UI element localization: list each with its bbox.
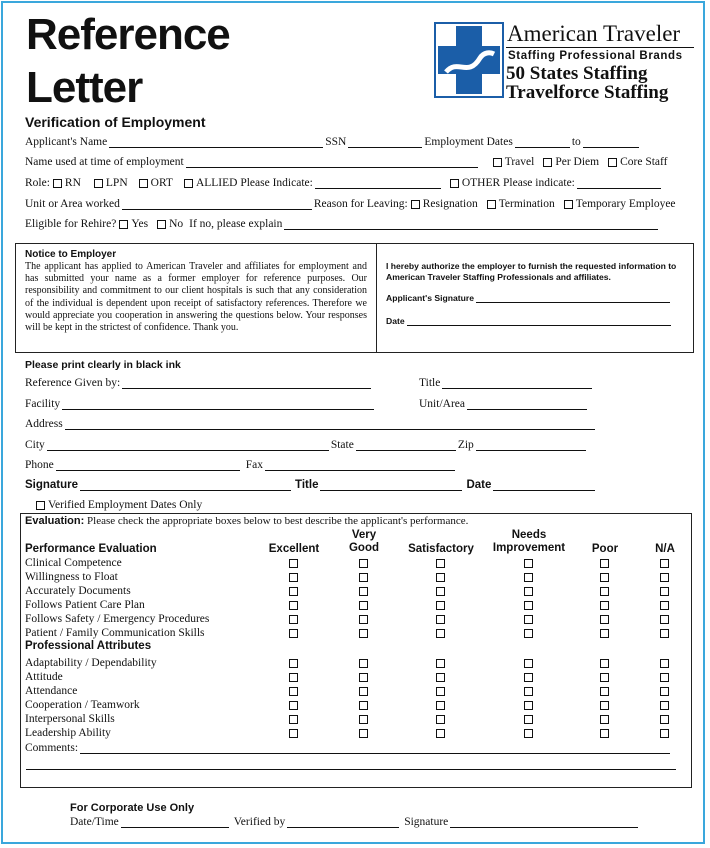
signature-label: Signature: [25, 479, 79, 491]
verified-row: [33, 499, 202, 511]
other-field[interactable]: [577, 178, 661, 189]
evaluation-header: [25, 515, 468, 527]
rating-checkbox[interactable]: [660, 715, 669, 724]
logo-brand: American Traveler: [507, 21, 681, 46]
rating-checkbox[interactable]: [524, 701, 533, 710]
applicant-row-4: [25, 198, 676, 210]
rating-checkbox[interactable]: [289, 615, 298, 624]
corporate-verified-field[interactable]: [287, 817, 399, 828]
rating-checkbox[interactable]: [436, 729, 445, 738]
rating-checkbox[interactable]: [524, 559, 533, 568]
column-header: N/A: [655, 543, 675, 555]
city-field[interactable]: [47, 440, 329, 451]
rating-checkbox[interactable]: [359, 573, 368, 582]
employment-dates-label: Employment Dates: [424, 136, 513, 148]
rating-checkbox[interactable]: [436, 701, 445, 710]
evaluation-item-label: Clinical Competence: [25, 557, 122, 569]
rating-checkbox[interactable]: [359, 659, 368, 668]
applicant-date-label: Date: [386, 316, 405, 326]
evaluation-item-label: Cooperation / Teamwork: [25, 699, 140, 711]
ref-title2-label: Title: [295, 479, 319, 491]
applicant-signature-row: [386, 293, 672, 303]
comments-field-1[interactable]: [80, 743, 670, 754]
comments-row: [25, 742, 672, 754]
lpn-checkbox[interactable]: [94, 179, 103, 188]
employment-end-field[interactable]: [583, 137, 639, 148]
applicant-name-label: Applicant's Name: [25, 136, 108, 148]
corporate-heading: For Corporate Use Only: [70, 802, 195, 814]
ort-checkbox[interactable]: [139, 179, 148, 188]
facility-label: Facility: [25, 398, 61, 410]
lpn-label: LPN: [105, 177, 128, 189]
rating-checkbox[interactable]: [524, 659, 533, 668]
allied-checkbox[interactable]: [184, 179, 193, 188]
rating-checkbox[interactable]: [600, 573, 609, 582]
fax-label: Fax: [245, 459, 263, 471]
ssn-label: SSN: [325, 136, 347, 148]
ref-date-field[interactable]: [493, 480, 595, 491]
allied-label: ALLIED Please Indicate:: [195, 177, 313, 189]
corporate-datetime-field[interactable]: [121, 817, 229, 828]
column-header: Satisfactory: [408, 543, 474, 555]
rating-checkbox[interactable]: [359, 673, 368, 682]
rating-checkbox[interactable]: [660, 559, 669, 568]
notice-body: The applicant has applied to American Traveler and affiliates for employment and has submitted your name as a former employer for reference purposes. Our responsibility and commitment to our client hospitals is such that any consideration of the individual is dependent upon receipt of satisfactory references. Therefore we would appreciate you cooperation in answering the questions below. Your responses will be kept in the strictest of confidence. Thank you.: [25, 261, 367, 334]
evaluation-instruction: Please check the appropriate boxes below to best describe the applicant's performance.: [87, 515, 469, 527]
logo-divider: [506, 47, 694, 48]
rating-checkbox[interactable]: [524, 573, 533, 582]
logo-line3: Travelforce Staffing: [506, 82, 669, 103]
applicant-row-1: [25, 136, 641, 148]
rating-checkbox[interactable]: [289, 687, 298, 696]
state-field[interactable]: [356, 440, 456, 451]
phone-label: Phone: [25, 459, 54, 471]
rn-label: RN: [64, 177, 81, 189]
rating-checkbox[interactable]: [524, 687, 533, 696]
rating-checkbox[interactable]: [289, 629, 298, 638]
rating-checkbox[interactable]: [436, 687, 445, 696]
rating-checkbox[interactable]: [359, 687, 368, 696]
evaluation-item-label: Leadership Ability: [25, 727, 111, 739]
verified-checkbox[interactable]: [36, 501, 45, 510]
facility-field[interactable]: [62, 399, 374, 410]
state-label: State: [330, 439, 354, 451]
evaluation-item-label: Attitude: [25, 671, 63, 683]
rating-checkbox[interactable]: [660, 673, 669, 682]
rating-checkbox[interactable]: [359, 601, 368, 610]
evaluation-item-label: Willingness to Float: [25, 571, 118, 583]
rating-checkbox[interactable]: [524, 673, 533, 682]
termination-label: Termination: [498, 198, 555, 210]
ref-title-row: [419, 377, 594, 389]
employment-start-field[interactable]: [515, 137, 570, 148]
unit-field[interactable]: [122, 199, 312, 210]
rn-checkbox[interactable]: [53, 179, 62, 188]
rating-checkbox[interactable]: [436, 659, 445, 668]
evaluation-item-label: Follows Safety / Emergency Procedures: [25, 613, 210, 625]
ref-date-label: Date: [466, 479, 492, 491]
rating-checkbox[interactable]: [436, 559, 445, 568]
column-header: Very Good: [348, 529, 380, 554]
corporate-signature-label: Signature: [404, 816, 449, 828]
rating-checkbox[interactable]: [289, 729, 298, 738]
rating-checkbox[interactable]: [600, 629, 609, 638]
rating-checkbox[interactable]: [660, 587, 669, 596]
travel-label: Travel: [504, 156, 535, 168]
rating-checkbox[interactable]: [436, 587, 445, 596]
evaluation-item-label: Interpersonal Skills: [25, 713, 115, 725]
given-by-label: Reference Given by:: [25, 377, 121, 389]
rating-checkbox[interactable]: [660, 729, 669, 738]
rating-checkbox[interactable]: [436, 615, 445, 624]
resignation-label: Resignation: [422, 198, 478, 210]
section-performance: Performance Evaluation: [25, 543, 157, 555]
evaluation-item-label: Accurately Documents: [25, 585, 131, 597]
evaluation-item-label: Attendance: [25, 685, 78, 697]
temporary-checkbox[interactable]: [564, 200, 573, 209]
rating-checkbox[interactable]: [600, 659, 609, 668]
ref-title-label: Title: [419, 377, 441, 389]
rehire-label: Eligible for Rehire?: [25, 218, 117, 230]
print-note: Please print clearly in black ink: [25, 359, 181, 371]
rating-checkbox[interactable]: [600, 615, 609, 624]
applicant-name-field[interactable]: [109, 137, 323, 148]
other-label: OTHER Please indicate:: [461, 177, 575, 189]
rehire-no-label: No: [169, 218, 184, 230]
reason-label: Reason for Leaving:: [313, 198, 408, 210]
rating-checkbox[interactable]: [436, 715, 445, 724]
logo-line2: 50 States Staffing: [506, 63, 648, 84]
rating-checkbox[interactable]: [289, 673, 298, 682]
core-staff-label: Core Staff: [620, 156, 668, 168]
zip-label: Zip: [457, 439, 474, 451]
ssn-field[interactable]: [348, 137, 422, 148]
address-label: Address: [25, 418, 63, 430]
rating-checkbox[interactable]: [436, 673, 445, 682]
evaluation-item-label: Adaptability / Dependability: [25, 657, 157, 669]
signature-field[interactable]: [80, 480, 291, 491]
rating-checkbox[interactable]: [524, 715, 533, 724]
ref-row-1: [25, 377, 373, 389]
rating-checkbox[interactable]: [289, 659, 298, 668]
applicant-signature-label: Applicant's Signature: [386, 293, 474, 303]
rating-checkbox[interactable]: [289, 573, 298, 582]
core-staff-checkbox[interactable]: [608, 158, 617, 167]
rehire-no-checkbox[interactable]: [157, 220, 166, 229]
zip-field[interactable]: [476, 440, 586, 451]
applicant-signature-field[interactable]: [476, 294, 670, 303]
authorize-text: I hereby authorize the employer to furnish the requested information to American Traveler Staffing Professionals and affiliates.: [386, 261, 677, 282]
comments-field-2[interactable]: [26, 769, 676, 770]
ref-row-2: [25, 398, 376, 410]
rating-checkbox[interactable]: [600, 715, 609, 724]
rating-checkbox[interactable]: [359, 701, 368, 710]
used-name-field[interactable]: [186, 157, 478, 168]
page-subtitle: Verification of Employment: [25, 114, 206, 130]
corporate-signature-field[interactable]: [450, 817, 638, 828]
rating-checkbox[interactable]: [660, 601, 669, 610]
column-header: Needs Improvement: [492, 529, 566, 554]
logo-cross-icon: [434, 22, 504, 98]
rating-checkbox[interactable]: [436, 629, 445, 638]
corporate-datetime-label: Date/Time: [70, 816, 119, 828]
unit-area-field[interactable]: [467, 399, 587, 410]
rating-checkbox[interactable]: [660, 629, 669, 638]
rating-checkbox[interactable]: [359, 587, 368, 596]
rating-checkbox[interactable]: [524, 729, 533, 738]
rehire-yes-label: Yes: [131, 218, 149, 230]
rating-checkbox[interactable]: [524, 615, 533, 624]
unit-area-row: [419, 398, 589, 410]
notice-divider: [376, 243, 377, 353]
given-by-field[interactable]: [122, 378, 371, 389]
rating-checkbox[interactable]: [600, 601, 609, 610]
per-diem-checkbox[interactable]: [543, 158, 552, 167]
rating-checkbox[interactable]: [359, 559, 368, 568]
ref-row-5: [25, 459, 457, 471]
comments-label: Comments:: [25, 742, 79, 754]
phone-field[interactable]: [56, 460, 240, 471]
ref-title2-field[interactable]: [320, 480, 462, 491]
termination-checkbox[interactable]: [487, 200, 496, 209]
rating-checkbox[interactable]: [289, 559, 298, 568]
rating-checkbox[interactable]: [436, 573, 445, 582]
ref-row-4: [25, 439, 588, 451]
rehire-yes-checkbox[interactable]: [119, 220, 128, 229]
rating-checkbox[interactable]: [524, 587, 533, 596]
column-header: Excellent: [268, 543, 320, 555]
evaluation-heading: Evaluation:: [25, 515, 85, 527]
temporary-label: Temporary Employee: [575, 198, 676, 210]
rating-checkbox[interactable]: [524, 601, 533, 610]
used-name-label: Name used at time of employment: [25, 156, 184, 168]
ref-row-6: [25, 479, 597, 491]
rating-checkbox[interactable]: [600, 587, 609, 596]
rating-checkbox[interactable]: [660, 615, 669, 624]
rating-checkbox[interactable]: [289, 601, 298, 610]
rating-checkbox[interactable]: [524, 629, 533, 638]
rating-checkbox[interactable]: [600, 673, 609, 682]
rating-checkbox[interactable]: [600, 729, 609, 738]
unit-label: Unit or Area worked: [25, 198, 120, 210]
ref-title-field[interactable]: [442, 378, 592, 389]
page-title-line1: Reference: [26, 10, 230, 59]
address-field[interactable]: [65, 419, 595, 430]
allied-field[interactable]: [315, 178, 441, 189]
applicant-row-3: [25, 177, 663, 189]
ref-row-3: [25, 418, 597, 430]
page-title-line2: Letter: [26, 63, 143, 112]
unit-area-label: Unit/Area: [419, 398, 465, 410]
rating-checkbox[interactable]: [660, 687, 669, 696]
explain-field[interactable]: [284, 219, 658, 230]
other-checkbox[interactable]: [450, 179, 459, 188]
rating-checkbox[interactable]: [660, 701, 669, 710]
applicant-row-5: [25, 218, 660, 230]
corporate-verified-label: Verified by: [233, 816, 286, 828]
to-label: to: [571, 136, 581, 148]
applicant-row-2: [25, 156, 668, 168]
notice-heading: Notice to Employer: [25, 249, 117, 260]
rating-checkbox[interactable]: [359, 715, 368, 724]
rating-checkbox[interactable]: [289, 701, 298, 710]
explain-label: If no, please explain: [189, 218, 283, 230]
applicant-date-row: [386, 316, 673, 326]
city-label: City: [25, 439, 45, 451]
rating-checkbox[interactable]: [436, 601, 445, 610]
applicant-date-field[interactable]: [407, 317, 671, 326]
resignation-checkbox[interactable]: [411, 200, 420, 209]
rating-checkbox[interactable]: [600, 701, 609, 710]
fax-field[interactable]: [265, 460, 455, 471]
verified-label: Verified Employment Dates Only: [48, 499, 203, 511]
section-professional: Professional Attributes: [25, 640, 152, 652]
rating-checkbox[interactable]: [600, 687, 609, 696]
rating-checkbox[interactable]: [359, 629, 368, 638]
travel-checkbox[interactable]: [493, 158, 502, 167]
ort-label: ORT: [150, 177, 173, 189]
rating-checkbox[interactable]: [600, 559, 609, 568]
rating-checkbox[interactable]: [289, 715, 298, 724]
evaluation-item-label: Patient / Family Communication Skills: [25, 627, 205, 639]
corporate-row: [70, 816, 640, 828]
rating-checkbox[interactable]: [660, 659, 669, 668]
rating-checkbox[interactable]: [359, 615, 368, 624]
rating-checkbox[interactable]: [289, 587, 298, 596]
rating-checkbox[interactable]: [660, 573, 669, 582]
rating-checkbox[interactable]: [359, 729, 368, 738]
evaluation-item-label: Follows Patient Care Plan: [25, 599, 145, 611]
logo-tagline: Staffing Professional Brands: [508, 50, 683, 62]
per-diem-label: Per Diem: [555, 156, 600, 168]
column-header: Poor: [591, 543, 619, 555]
role-label: Role:: [25, 177, 50, 189]
